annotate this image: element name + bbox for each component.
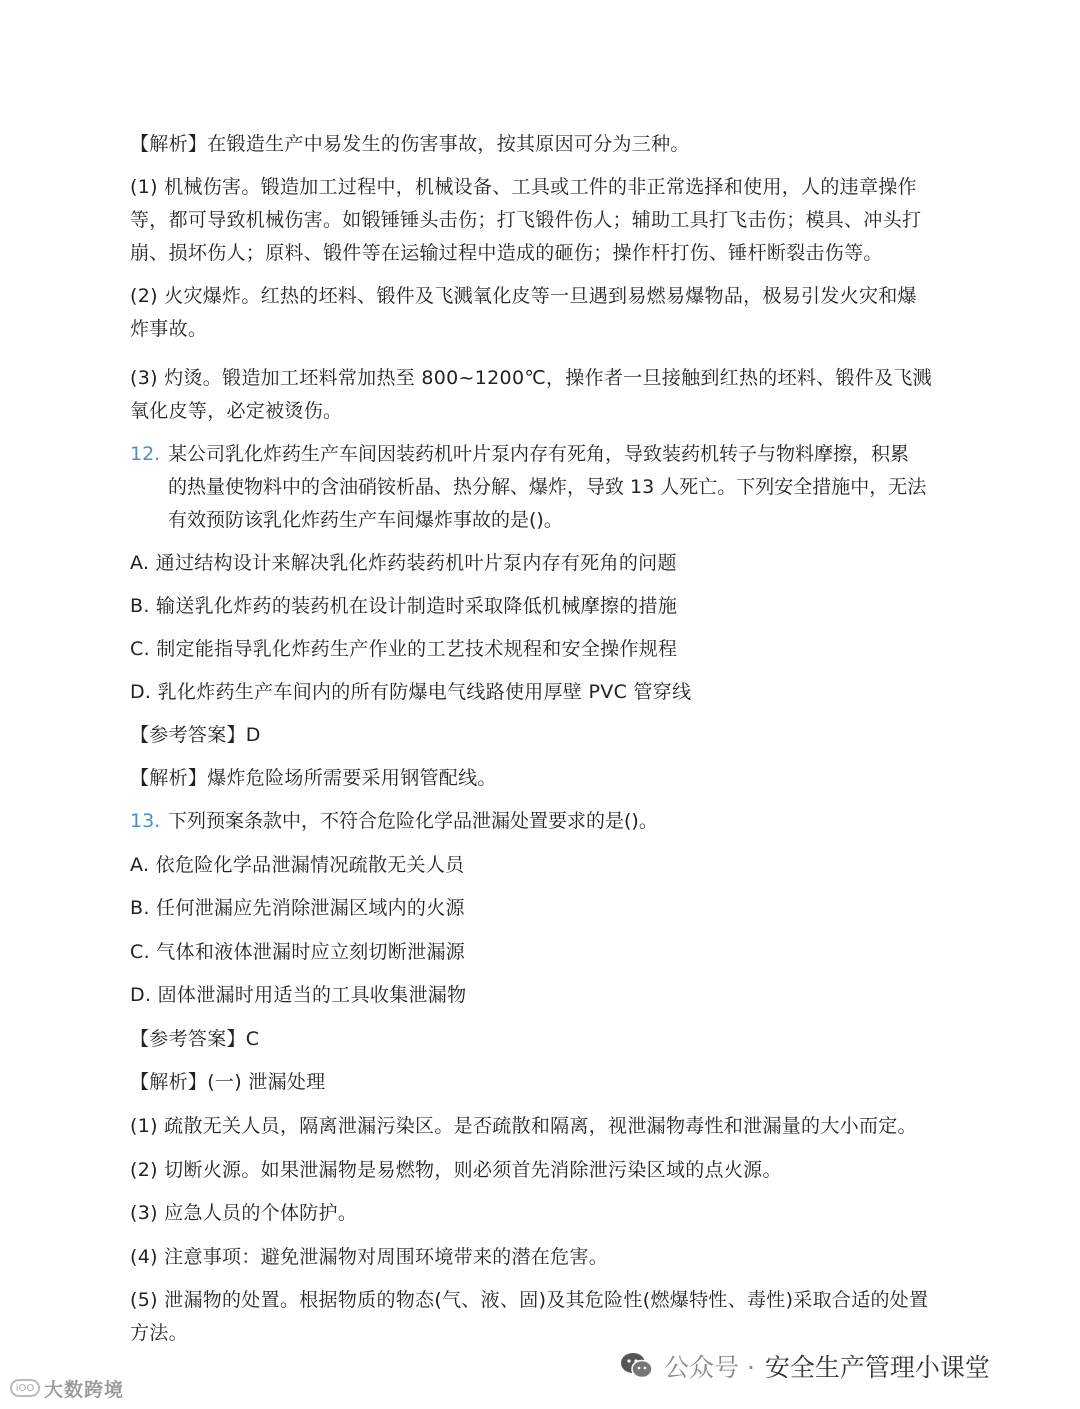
watermark-text: 大数跨境	[44, 1378, 125, 1401]
injury-item-3	[130, 362, 950, 428]
brand-prefix: 公众号 ·	[664, 1353, 755, 1382]
leak-step-3: (3) 应急人员的个体防护。	[130, 1202, 358, 1224]
reference-answer: 【参考答案】D	[130, 724, 261, 746]
option-c: C. 气体和液体泄漏时应立刻切断泄漏源	[130, 941, 466, 963]
question-13	[130, 805, 950, 838]
reference-answer: 【参考答案】C	[130, 1028, 260, 1050]
text-line: (2) 火灾爆炸。红热的坯料、锻件及飞溅氧化皮等一旦遇到易燃易爆物品，极易引发火灾和爆	[130, 285, 917, 307]
leak-step-4: (4) 注意事项：避免泄漏物对周围环境带来的潜在危害。	[130, 1246, 609, 1268]
question-number: 12.	[130, 443, 161, 465]
option-d: D. 乳化炸药生产车间内的所有防爆电气线路使用厚壁 PVC 管穿线	[130, 681, 692, 703]
watermark-logo-icon: iOO	[10, 1379, 40, 1397]
option-a: A. 通过结构设计来解决乳化炸药装药机叶片泵内存有死角的问题	[130, 552, 677, 574]
analysis: 【解析】爆炸危险场所需要采用钢管配线。	[130, 767, 497, 789]
question-number: 13.	[130, 810, 161, 832]
text-line: 方法。	[130, 1322, 188, 1344]
option-c: C. 制定能指导乳化炸药生产作业的工艺技术规程和安全操作规程	[130, 638, 678, 660]
text-line: (5) 泄漏物的处置。根据物质的物态(气、液、固)及其危险性(燃爆特性、毒性)采取合适的处置	[130, 1289, 929, 1311]
leak-step-1: (1) 疏散无关人员，隔离泄漏污染区。是否疏散和隔离，视泄漏物毒性和泄漏量的大小而定。	[130, 1115, 917, 1137]
text-line: (3) 灼烫。锻造加工坯料常加热至 800~1200℃，操作者一旦接触到红热的坯料、锻件及飞溅	[130, 367, 932, 389]
wechat-account-brand	[620, 1346, 990, 1386]
brand-name: 安全生产管理小课堂	[764, 1353, 990, 1382]
leak-step-5	[130, 1284, 950, 1350]
question-text-line: 下列预案条款中，不符合危险化学品泄漏处置要求的是()。	[168, 810, 658, 832]
injury-item-2	[130, 280, 950, 346]
question-12	[130, 438, 950, 537]
question-text-line: 有效预防该乳化炸药生产车间爆炸事故的是()。	[168, 509, 563, 531]
text-line: 氧化皮等，必定被烫伤。	[130, 400, 343, 422]
analysis-intro: 【解析】在锻造生产中易发生的伤害事故，按其原因可分为三种。	[130, 133, 690, 155]
option-b: B. 任何泄漏应先消除泄漏区域内的火源	[130, 897, 465, 919]
analysis: 【解析】(一) 泄漏处理	[130, 1071, 326, 1093]
text-line: 等，都可导致机械伤害。如锻锤锤头击伤；打飞锻件伤人；辅助工具打飞击伤；模具、冲头打	[130, 209, 922, 231]
text-line: (1) 机械伤害。锻造加工过程中，机械设备、工具或工件的非正常选择和使用，人的违章操作	[130, 176, 917, 198]
question-text-line: 的热量使物料中的含油硝铵析晶、热分解、爆炸，导致 13 人死亡。下列安全措施中，无法	[168, 476, 927, 498]
text-line: 崩、损坏伤人；原料、锻件等在运输过程中造成的砸伤；操作杆打伤、锤杆断裂击伤等。	[130, 242, 883, 264]
injury-item-1	[130, 171, 950, 270]
option-b: B. 输送乳化炸药的装药机在设计制造时采取降低机械摩擦的措施	[130, 595, 678, 617]
option-d: D. 固体泄漏时用适当的工具收集泄漏物	[130, 984, 467, 1006]
leak-step-2: (2) 切断火源。如果泄漏物是易燃物，则必须首先消除泄污染区域的点火源。	[130, 1159, 782, 1181]
watermark	[10, 1376, 124, 1400]
wechat-icon	[620, 1351, 654, 1381]
question-text-line: 某公司乳化炸药生产车间因装药机叶片泵内存有死角，导致装药机转子与物料摩擦，积累	[168, 443, 910, 465]
text-line: 炸事故。	[130, 318, 208, 340]
option-a: A. 依危险化学品泄漏情况疏散无关人员	[130, 854, 465, 876]
